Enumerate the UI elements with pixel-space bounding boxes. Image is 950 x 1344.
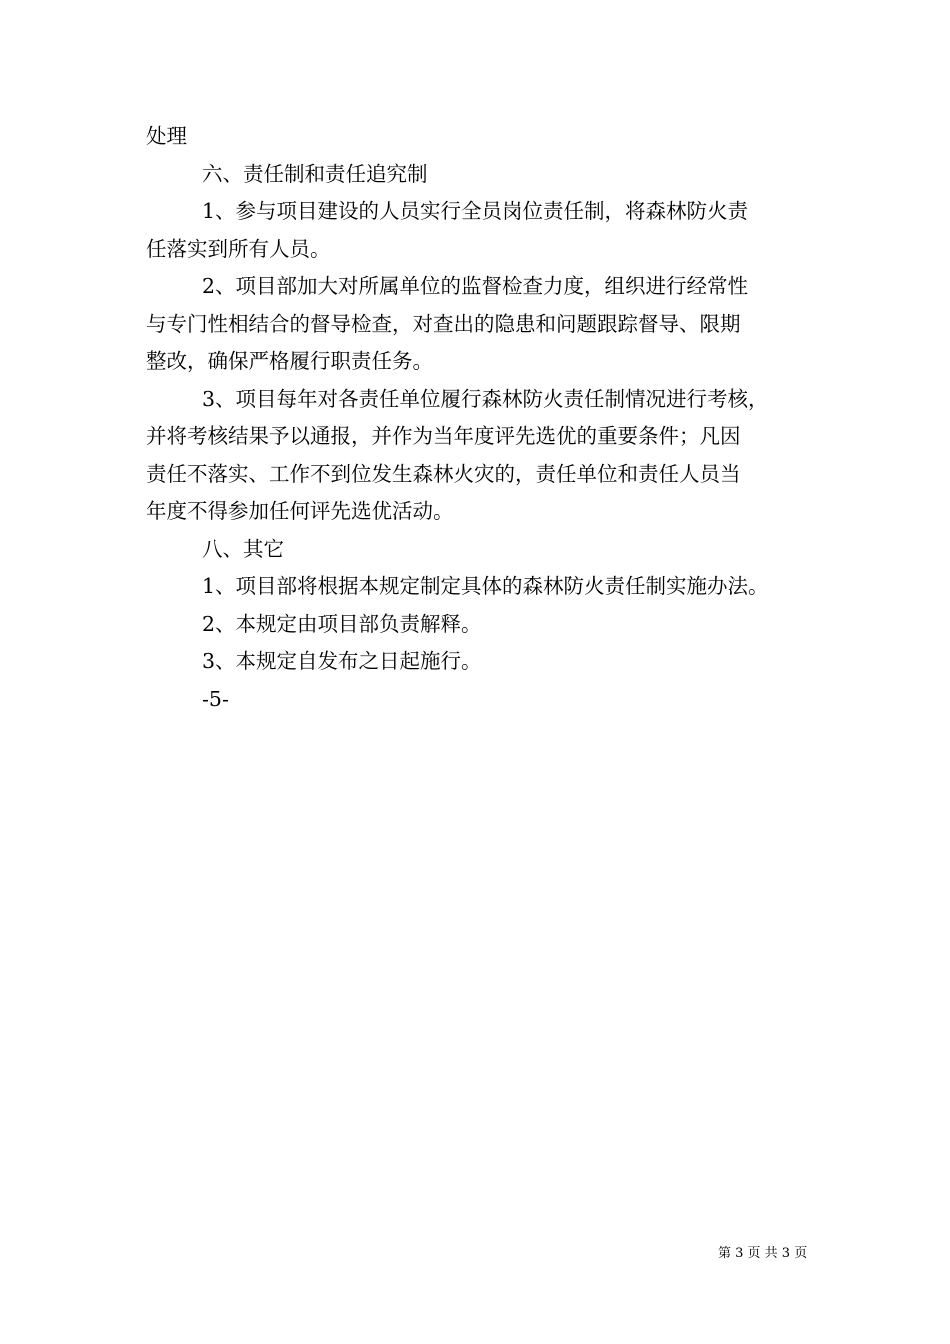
page-indicator: 第 3 页 共 3 页 <box>718 1246 808 1261</box>
paragraph-line: 责任不落实、工作不到位发生森林火灾的，责任单位和责任人员当 <box>146 461 741 486</box>
text-line-continuation: 处理 <box>146 124 187 148</box>
paragraph-line: 与专门性相结合的督导检查，对查出的隐患和问题跟踪督导、限期 <box>146 311 741 336</box>
section-heading-other: 八、其它 <box>202 536 284 561</box>
paragraph-line: 并将考核结果予以通报，并作为当年度评先选优的重要条件；凡因 <box>146 424 741 448</box>
paragraph-line: 整改，确保严格履行职责任务。 <box>146 349 433 373</box>
paragraph-line: 2、本规定由项目部负责解释。 <box>202 611 482 636</box>
paragraph-line: 3、项目每年对各责任单位履行森林防火责任制情况进行考核， <box>202 386 769 411</box>
section-heading-responsibility: 六、责任制和责任追究制 <box>202 161 428 186</box>
paragraph-line: 3、本规定自发布之日起施行。 <box>202 649 482 673</box>
paragraph-line: 1、项目部将根据本规定制定具体的森林防火责任制实施办法。 <box>202 574 769 598</box>
paragraph-line: 任落实到所有人员。 <box>146 236 331 261</box>
inline-page-number: -5- <box>202 686 229 711</box>
paragraph-line: 2、项目部加大对所属单位的监督检查力度，组织进行经常性 <box>202 274 749 298</box>
paragraph-line: 年度不得参加任何评先选优活动。 <box>146 499 454 523</box>
document-body <box>146 118 826 718</box>
paragraph-line: 1、参与项目建设的人员实行全员岗位责任制，将森林防火责 <box>202 199 749 223</box>
